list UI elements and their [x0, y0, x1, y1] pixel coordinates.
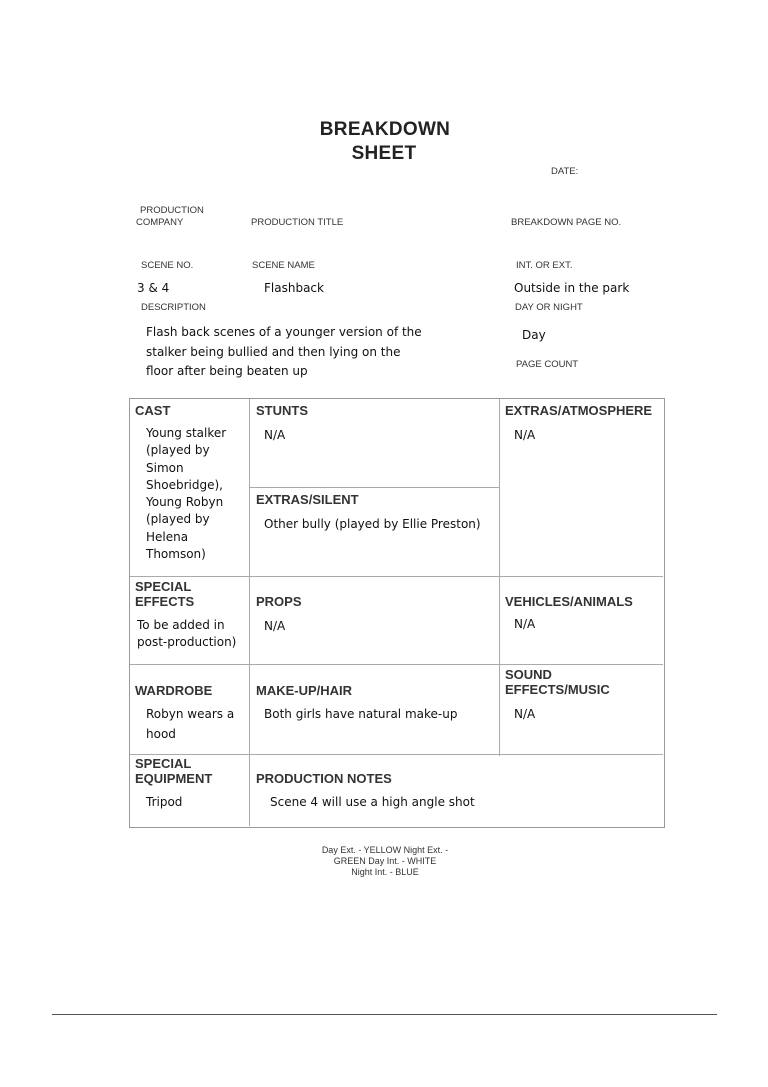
makeup-hair-header: MAKE-UP/HAIR: [256, 683, 353, 698]
special-effects-line: post-production): [137, 635, 237, 650]
sound-effects-music-header: SOUND EFFECTS/MUSIC: [505, 667, 610, 697]
cast-line: Young stalker: [146, 426, 227, 440]
wardrobe-line: Robyn wears a: [146, 707, 235, 721]
vehicles-animals-header: VEHICLES/ANIMALS: [505, 594, 633, 609]
production-company-label: PRODUCTION: [140, 205, 204, 216]
legend-line: Day Ext. - YELLOW Night Ext. -: [321, 845, 449, 855]
wardrobe-value: [146, 705, 246, 744]
special-equipment-header: SPECIAL EQUIPMENT: [135, 756, 213, 786]
cast-line: Helena: [146, 529, 189, 544]
grid-divider: [249, 487, 499, 488]
cast-line: (played by: [146, 443, 210, 458]
cast-line: Thomson): [146, 547, 206, 562]
description-value: [146, 323, 496, 382]
special-effects-header: SPECIAL EFFECTS: [135, 579, 195, 609]
breakdown-page-no-label: BREAKDOWN PAGE NO.: [511, 217, 622, 228]
makeup-hair-value: Both girls have natural make-up: [264, 707, 458, 721]
title-line-1: BREAKDOWN: [319, 119, 451, 140]
production-company-label-2: COMPANY: [136, 217, 184, 228]
description-label: DESCRIPTION: [141, 302, 206, 313]
cast-value: [146, 425, 246, 563]
extras-silent-value: Other bully (played by Ellie Preston): [264, 517, 481, 531]
cast-header: CAST: [135, 403, 171, 418]
scene-no-value: 3 & 4: [137, 281, 170, 295]
wardrobe-line: hood: [146, 726, 176, 741]
wardrobe-header: WARDROBE: [135, 683, 213, 698]
cast-line: Shoebridge),: [146, 477, 223, 492]
props-value: N/A: [264, 619, 286, 633]
int-ext-value: Outside in the park: [514, 281, 630, 295]
scene-name-value: Flashback: [264, 281, 324, 295]
production-notes-value: Scene 4 will use a high angle shot: [270, 795, 475, 809]
legend-line: GREEN Day Int. - WHITE: [333, 856, 437, 866]
production-title-label: PRODUCTION TITLE: [251, 217, 344, 228]
description-line: stalker being bullied and then lying on the: [146, 344, 401, 359]
cast-line: Simon: [146, 460, 184, 475]
cast-line: Young Robyn: [146, 495, 224, 510]
sound-effects-music-value: N/A: [514, 707, 536, 721]
extras-atmosphere-value: N/A: [514, 428, 536, 442]
props-header: PROPS: [256, 594, 302, 609]
page-count-label: PAGE COUNT: [516, 359, 579, 370]
title-line-2: SHEET: [351, 143, 417, 164]
grid-divider: [130, 576, 663, 577]
special-effects-line: To be added in: [137, 618, 225, 632]
stunts-header: STUNTS: [256, 403, 308, 418]
day-or-night-label: DAY OR NIGHT: [515, 302, 583, 313]
vehicles-animals-value: N/A: [514, 617, 536, 631]
date-label: DATE:: [551, 166, 579, 177]
day-or-night-value: Day: [522, 328, 546, 342]
extras-atmosphere-header: EXTRAS/ATMOSPHERE: [505, 403, 653, 418]
grid-divider: [499, 399, 500, 756]
grid-divider: [130, 664, 663, 665]
special-equipment-value: Tripod: [146, 795, 183, 809]
special-effects-value: [137, 617, 249, 652]
cast-line: (played by: [146, 512, 210, 527]
legend-line: Night Int. - BLUE: [351, 867, 419, 877]
description-line: Flash back scenes of a younger version of the: [146, 325, 422, 339]
color-legend: [280, 845, 490, 878]
production-notes-header: PRODUCTION NOTES: [256, 771, 392, 786]
scene-name-label: SCENE NAME: [252, 260, 315, 271]
stunts-value: N/A: [264, 428, 286, 442]
grid-divider: [249, 399, 250, 826]
footer-rule: [52, 1014, 717, 1015]
grid-divider: [130, 754, 663, 755]
int-ext-label: INT. OR EXT.: [516, 260, 573, 271]
page-title: [0, 118, 768, 166]
description-line: floor after being beaten up: [146, 364, 308, 378]
scene-no-label: SCENE NO.: [141, 260, 194, 271]
extras-silent-header: EXTRAS/SILENT: [256, 492, 359, 507]
